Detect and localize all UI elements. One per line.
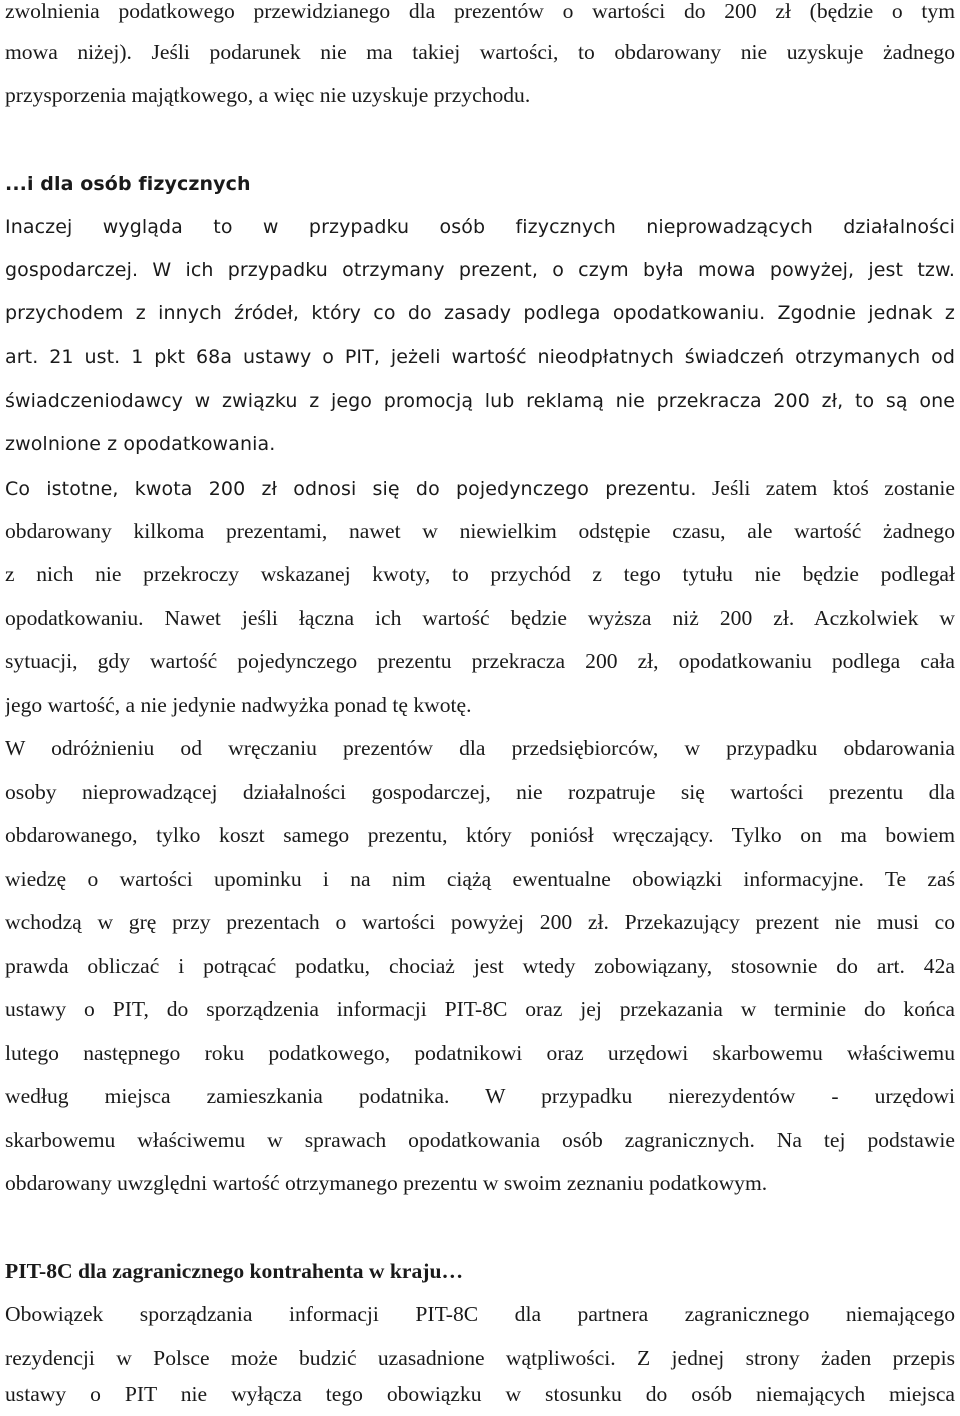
paragraph-line: opodatkowaniu. Nawet jeśli łączna ich wartość będzie wyższa niż 200 zł. Aczkolwiek w	[5, 606, 955, 630]
paragraph-line: W odróżnieniu od wręczaniu prezentów dla przedsiębiorców, w przypadku obdarowania	[5, 736, 955, 760]
section-heading: ...i dla osób fizycznych	[5, 173, 251, 195]
paragraph-line: wchodzą w grę przy prezentach o wartości powyżej 200 zł. Przekazujący prezent nie musi co	[5, 910, 955, 934]
paragraph-line: jego wartość, a nie jedynie nadwyżka ponad tę kwotę.	[5, 693, 472, 717]
paragraph-line: prawda obliczać i potrącać podatku, chociaż jest wtedy zobowiązany, stosownie do art. 42a	[5, 954, 955, 978]
paragraph-line: świadczeniodawcy w związku z jego promocją lub reklamą nie przekracza 200 zł, to są one	[5, 390, 955, 412]
paragraph-line: sytuacji, gdy wartość pojedynczego prezentu przekracza 200 zł, opodatkowaniu podlega cała	[5, 649, 955, 673]
paragraph-line: zwolnienia podatkowego przewidzianego dla prezentów o wartości do 200 zł (będzie o tym	[5, 0, 955, 23]
paragraph-line: mowa niżej). Jeśli podarunek nie ma takiej wartości, to obdarowany nie uzyskuje żadnego	[5, 40, 955, 64]
paragraph-line: Obowiązek sporządzania informacji PIT-8C dla partnera zagranicznego niemającego	[5, 1302, 955, 1326]
paragraph-line: ustawy o PIT, do sporządzenia informacji PIT-8C oraz jej przekazania w terminie do końca	[5, 997, 955, 1021]
paragraph-line: obdarowanego, tylko koszt samego prezentu, który poniósł wręczający. Tylko on ma bowiem	[5, 823, 955, 847]
section-heading: PIT-8C dla zagranicznego kontrahenta w kraju…	[5, 1259, 464, 1283]
paragraph-line: lutego następnego roku podatkowego, podatnikowi oraz urzędowi skarbowemu właściwemu	[5, 1041, 955, 1065]
paragraph-line: wiedzę o wartości upominku i na nim ciążą ewentualne obowiązki informacyjne. Te zaś	[5, 867, 955, 891]
paragraph-line: art. 21 ust. 1 pkt 68a ustawy o PIT, jeżeli wartość nieodpłatnych świadczeń otrzymanych od	[5, 346, 955, 368]
paragraph-line: według miejsca zamieszkania podatnika. W przypadku nierezydentów - urzędowi	[5, 1084, 955, 1108]
paragraph-line: z nich nie przekroczy wskazanej kwoty, to przychód z tego tytułu nie będzie podlegał	[5, 562, 955, 586]
paragraph-line: zwolnione z opodatkowania.	[5, 433, 276, 455]
paragraph-line: Inaczej wygląda to w przypadku osób fizycznych nieprowadzących działalności	[5, 216, 955, 238]
paragraph-line: przychodem z innych źródeł, który co do zasady podlega opodatkowaniu. Zgodnie jednak z	[5, 302, 955, 324]
paragraph-line: obdarowany uwzględni wartość otrzymanego prezentu w swoim zeznaniu podatkowym.	[5, 1171, 768, 1195]
paragraph-line: gospodarczej. W ich przypadku otrzymany prezent, o czym była mowa powyżej, jest tzw.	[5, 259, 955, 281]
paragraph-line: rezydencji w Polsce może budzić uzasadnione wątpliwości. Z jednej strony żaden przepis	[5, 1346, 955, 1370]
paragraph-sentence: Jeśli zatem ktoś zostanie	[711, 476, 955, 500]
paragraph-line	[5, 467, 955, 510]
paragraph-line: przysporzenia majątkowego, a więc nie uzyskuje przychodu.	[5, 83, 531, 107]
paragraph-sentence: Co istotne, kwota 200 zł odnosi się do pojedynczego prezentu.	[5, 478, 697, 500]
paragraph-line: osoby nieprowadzącej działalności gospodarczej, nie rozpatruje się wartości prezentu dla	[5, 780, 955, 804]
paragraph-line: ustawy o PIT nie wyłącza tego obowiązku w stosunku do osób niemających miejsca	[5, 1382, 955, 1406]
paragraph-line: skarbowemu właściwemu w sprawach opodatkowania osób zagranicznych. Na tej podstawie	[5, 1128, 955, 1152]
paragraph-line: obdarowany kilkoma prezentami, nawet w niewielkim odstępie czasu, ale wartość żadnego	[5, 519, 955, 543]
